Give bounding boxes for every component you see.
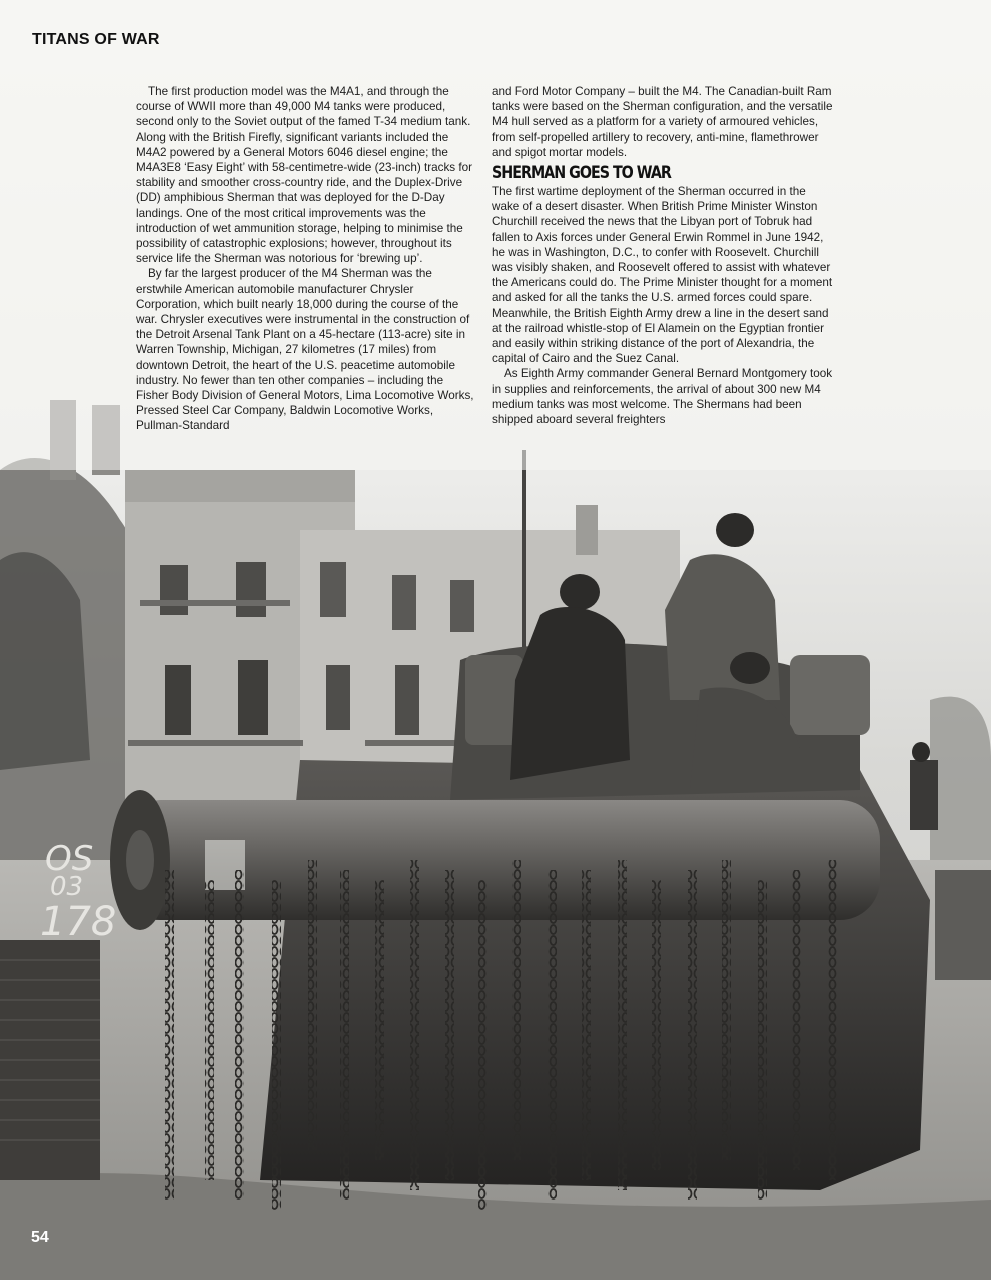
body-paragraph: By far the largest producer of the M4 Sherman was the erstwhile American automobile manufacturer Chrysler Corporation, which built nearly 18,000 during the course of the war. Chrysler executives were instrumental in the construction of the Detroit Arsenal Tank Plant on a 45-hectare (113-acre) site in Warren Township, Michigan, 27 kilometres (17 miles) from downtown Detroit, the heart of the U.S. peacetime automobile industry. No fewer than ten other companies – including the Fisher Body Division of General Motors, Lima Locomotive Works, Pressed Steel Car Company, Baldwin Locomotive Works, Pullman-Standard <box>136 267 474 433</box>
chalk-mark-178: 178 <box>40 899 117 945</box>
body-paragraph: The first production model was the M4A1, and through the course of WWII more than 49,000 M4 tanks were produced, second only to the Soviet output of the famed T-34 medium tank. Along with the British Firefly, significant variants included the M4A2 powered by a General Motors 6046 diesel engine; the M4A3E8 ‘Easy Eight’ with 58-centimetre-wide (23-inch) tracks for stability and smoother cross-country ride, and the Duplex-Drive (DD) amphibious Sherman that was deployed for the D-Day landings. One of the most critical improvements was the introduction of wet ammunition storage, helping to minimise the possibility of catastrophic explosions; however, throughout its service life the Sherman was notorious for ‘brewing up’. <box>136 85 473 266</box>
article-column-left <box>136 84 478 434</box>
article-column-right <box>492 84 834 427</box>
body-paragraph: As Eighth Army commander General Bernard Montgomery took in supplies and reinforcements, the arrival of about 300 new M4 medium tanks was most welcome. The Shermans had been shipped aboard several freighters <box>492 367 833 427</box>
page-number: 54 <box>31 1229 49 1246</box>
body-paragraph: The first wartime deployment of the Sherman occurred in the wake of a desert disaster. When British Prime Minister Winston Churchill received the news that the Libyan port of Tobruk had fallen to Axis forces under General Erwin Rommel in June 1942, he was in Washington, D.C., to confer with Roosevelt. Churchill was visibly shaken, and Roosevelt offered to assist with whatever the Americans could do. The Prime Minister thought for a moment and asked for all the tanks the U.S. armed forces could spare. Meanwhile, the British Eighth Army drew a line in the desert sand at the railroad whistle-stop of El Alamein on the Egyptian frontier and easily within striking distance of the port of Alexandria, the capital of Cairo and the Suez Canal. <box>492 185 833 366</box>
chalk-mark-03: 03 <box>50 872 84 902</box>
section-title: TITANS OF WAR <box>32 31 160 48</box>
body-paragraph: and Ford Motor Company – built the M4. The Canadian-built Ram tanks were based on the Sherman configuration, and the versatile M4 hull served as a platform for a variety of armoured vehicles, from self-propelled artillery to recovery, anti-mine, flamethrower and spigot mortar models. <box>492 85 833 159</box>
chalk-mark-os: OS <box>45 839 94 879</box>
article-subheading: SHERMAN GOES TO WAR <box>492 163 671 184</box>
